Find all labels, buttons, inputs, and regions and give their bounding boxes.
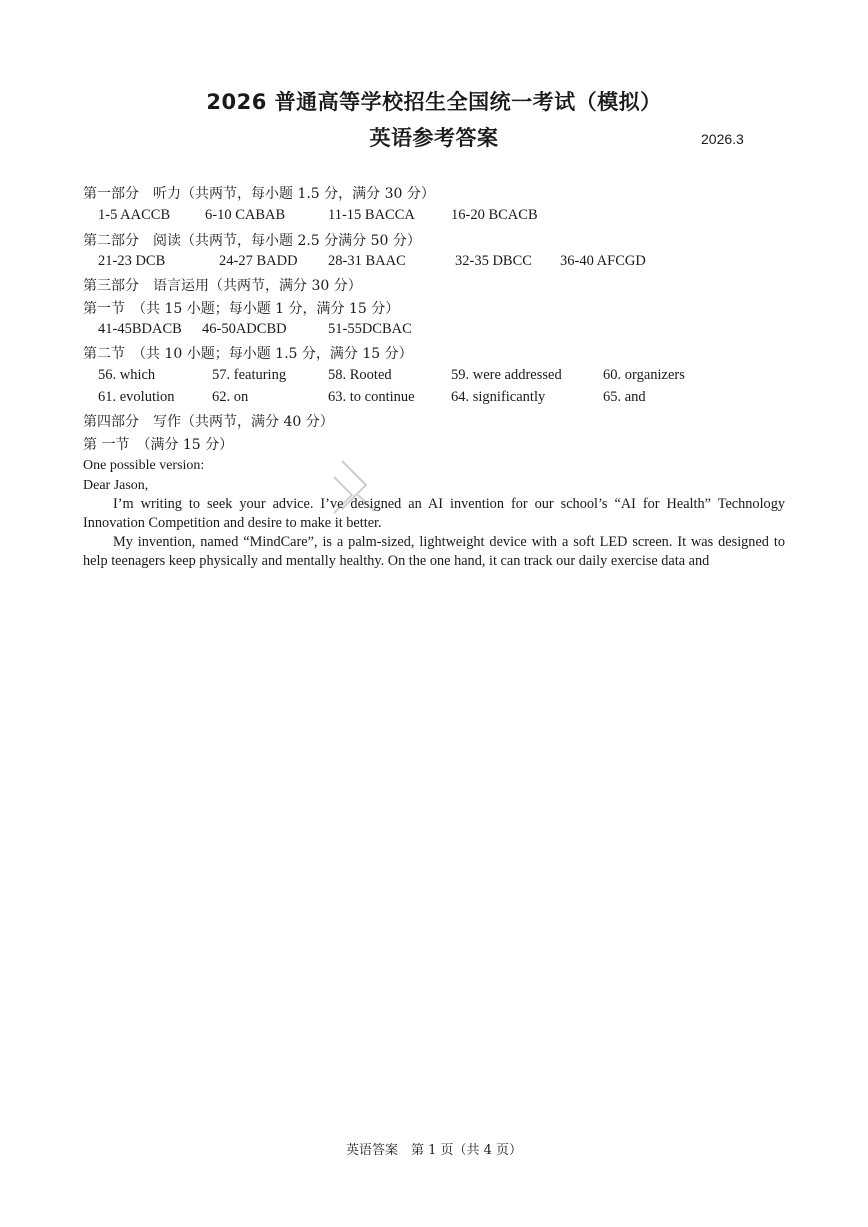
part3-heading — [83, 275, 362, 295]
part1-note: （共两节，每小题 1.5 分，满分 30 分） — [181, 186, 435, 202]
answer-item: 57. featuring — [212, 367, 287, 383]
answer-item: 16-20 BCACB — [451, 207, 538, 223]
part4-note: （共两节，满分 40 分） — [181, 414, 334, 430]
part3-name: 第三部分 语言运用 — [83, 278, 209, 294]
answer-item: 64. significantly — [451, 389, 546, 405]
answer-item: 63. to continue — [328, 389, 415, 405]
answer-item: 65. and — [603, 389, 646, 405]
answer-item: 21-23 DCB — [98, 253, 166, 269]
part1-name: 第一部分 听力 — [83, 186, 181, 202]
page-footer: 英语答案 第 1 页（共 4 页） — [345, 1143, 523, 1158]
answer-item: 1-5 AACCB — [98, 207, 171, 223]
part1-heading — [83, 183, 435, 203]
part2-name: 第二部分 阅读 — [83, 233, 181, 249]
answer-item: 59. were addressed — [451, 367, 562, 383]
part4-name: 第四部分 写作 — [83, 414, 181, 430]
watermark-logo-icon — [322, 455, 392, 525]
page-title: 2026 普通高等学校招生全国统一考试（模拟） — [206, 90, 662, 114]
answer-item: 32-35 DBCC — [455, 253, 532, 269]
part3-note: （共两节，满分 30 分） — [209, 278, 362, 294]
answer-item: 24-27 BADD — [219, 253, 298, 269]
date-label: 2026.3 — [701, 131, 744, 147]
essay-paragraph-1: I’m writing to seek your advice. I’ve designed an AI invention for our school’s “AI for Health” Technology Innovation Competition and desire to make it better. — [83, 496, 785, 531]
part3-sec2-heading: 第二节 （共 10 小题；每小题 1.5 分，满分 15 分） — [83, 346, 413, 362]
answer-item: 62. on — [212, 389, 249, 405]
page-subtitle: 英语参考答案 — [369, 126, 499, 150]
part2-heading — [83, 230, 421, 250]
answer-item: 6-10 CABAB — [205, 207, 286, 223]
answer-item: 61. evolution — [98, 389, 175, 405]
answer-item: 11-15 BACCA — [328, 207, 415, 223]
answer-item: 51-55DCBAC — [328, 321, 412, 337]
answer-item: 28-31 BAAC — [328, 253, 406, 269]
answer-item: 58. Rooted — [328, 367, 392, 383]
essay-intro: One possible version: — [83, 458, 205, 473]
part2-note: （共两节，每小题 2.5 分满分 50 分） — [181, 233, 421, 249]
essay-paragraph-2: My invention, named “MindCare”, is a palm-sized, lightweight device with a soft LED screen. It was designed to help teenagers keep physically and mentally healthy. On the one hand, it can track our daily exercise data and — [83, 534, 785, 569]
answer-item: 60. organizers — [603, 367, 685, 383]
part4-sec1-heading: 第 一节 （满分 15 分） — [83, 437, 234, 453]
part4-heading — [83, 411, 334, 431]
answer-item: 46-50ADCBD — [202, 321, 287, 337]
answer-item: 41-45BDACB — [98, 321, 182, 337]
part3-sec1-heading: 第一节 （共 15 小题；每小题 1 分，满分 15 分） — [83, 301, 400, 317]
answer-item: 56. which — [98, 367, 156, 383]
answer-item: 36-40 AFCGD — [560, 253, 646, 269]
essay-greeting: Dear Jason, — [83, 478, 149, 493]
